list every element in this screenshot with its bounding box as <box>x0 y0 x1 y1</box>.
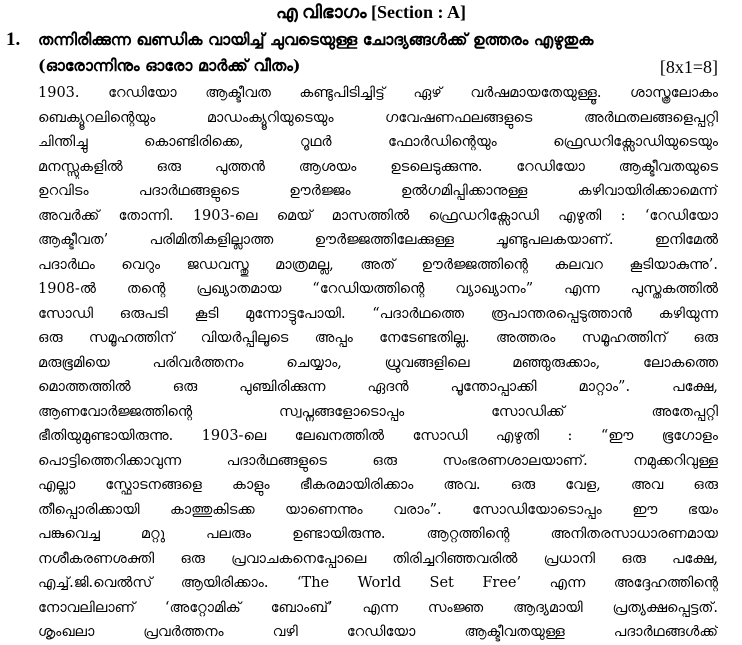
section-title: എ വിഭാഗം [Section : A] <box>276 2 466 22</box>
passage-line: ശൃംഖലാ പ്രവർത്തനം വഴി റേഡിയോ ആക്ടീവതയുള്ള പദാർഥങ്ങൾക്ക് <box>38 624 718 640</box>
passage-line: നശീകരണശക്തി ഒരു പ്രവാചകനെപ്പോലെ തിരിച്ചറിഞ്ഞവരിൽ പ്രധാനി ഒരു പക്ഷേ, <box>38 550 718 567</box>
passage-line: ചിന്തിച്ചു കൊണ്ടിരിക്കെ, റൂഥർ ഫോർഡിന്റെയും ഫ്രെഡറിക്സോഡിയുടെയും <box>38 134 718 150</box>
passage-line: 1903. റേഡിയോ ആക്ടീവത കണ്ടുപിടിച്ചിട്ട് ഏഴ് വർഷമായതേയുള്ളൂ. ശാസ്ത്രലോകം <box>38 85 718 101</box>
passage-line: എല്ലാ സ്ഫോടനങ്ങളെ കാളും ഭീകരമായിരിക്കാം അവ. ഒരു വേള, അവ ഒരു <box>38 477 718 493</box>
passage-line: എച്ച്.ജി.വെൽസ് ആയിരിക്കാം. ‘The World Set Free’ എന്ന അദ്ദേഹത്തിന്റെ <box>38 575 718 591</box>
passage-line: ആണവോർജ്ജത്തിന്റെ സ്വപ്നങ്ങളോടൊപ്പം സോഡിക്ക് അതേപ്പറ്റി <box>38 403 718 420</box>
passage-line: പൊട്ടിത്തെറിക്കാവുന്ന പദാർഥങ്ങളുടെ ഒരു സംഭരണശാലയാണ്. നമുക്കറിവുള്ള <box>38 452 718 469</box>
passage-line: സോഡി ഒരുപടി കൂടി മുന്നോട്ടുപോയി. “പദാർഥത്തെ രൂപാന്തരപ്പെടുത്താൻ കഴിയുന്ന <box>38 305 718 322</box>
passage-line: നോവലിലാണ് ‘അറ്റോമിക് ബോംബ്’ എന്ന സംജ്ഞ ആദ്യമായി പ്രത്യക്ഷപ്പെട്ടത്. <box>38 599 718 616</box>
passage-line: ബെക്യൂറലിന്റെയും മാഡംക്യൂറിയുടെയും ഗവേഷണഫലങ്ങളുടെ അർഥതലങ്ങളെപ്പറ്റി <box>38 109 718 126</box>
passage-line: പങ്കുവെച്ച മറ്റു പലരും ഉണ്ടായിരുന്നു. ആറ്റത്തിന്റെ അനിതരസാധാരണമായ <box>38 526 718 542</box>
passage <box>38 81 718 645</box>
question-marks: [8x1=8] <box>659 57 718 77</box>
passage-line: മനസ്സുകളിൽ ഒരു പുത്തൻ ആശയം ഉടലെടുക്കുന്നു. റേഡിയോ ആക്ടീവതയുടെ <box>38 158 718 175</box>
passage-line: മരുഭൂമിയെ പരിവർത്തനം ചെയ്യാം, ധ്രുവങ്ങളിലെ മഞ്ഞുരുക്കാം, ലോകത്തെ <box>38 354 718 371</box>
passage-line: 1908-ൽ തന്റെ പ്രഖ്യാതമായ “റേഡിയത്തിന്റെ വ്യാഖ്യാനം” എന്ന പുസ്തകത്തിൽ <box>38 281 718 297</box>
passage-line: ഭീതിയുമുണ്ടായിരുന്നു. 1903-ലെ ലേഖനത്തിൽ സോഡി എഴുതി : “ഈ ഭൂഗോളം <box>38 428 718 444</box>
question-instruction: തന്നിരിക്കുന്ന ഖണ്ഡിക വായിച്ച് ചുവടെയുള്ള ചോദ്യങ്ങൾക്ക് ഉത്തരം എഴുതുക <box>38 30 594 49</box>
passage-line: ഉറവിടം പദാർഥങ്ങളുടെ ഊർജ്ജം ഉൽഗമിപ്പിക്കാനുള്ള കഴിവായിരിക്കാമെന്ന് <box>38 183 718 199</box>
passage-line: പദാർഥം വെറും ജഡവസ്തു മാത്രമല്ല, അത് ഊർജ്ജത്തിന്റെ കലവറ കൂടിയാകുന്നു’. <box>38 256 718 273</box>
passage-line: മൊത്തത്തിൽ ഒരു പുഞ്ചിരിക്കുന്ന ഏദൻ പൂന്തോപ്പാക്കി മാറ്റാം”. പക്ഷേ, <box>38 379 718 395</box>
passage-line: അവർക്ക് തോന്നി. 1903-ലെ മെയ് മാസത്തിൽ ഫ്രെഡറിക്സോഡി എഴുതി : ‘റേഡിയോ <box>38 207 718 224</box>
question-instruction-note: (ഓരോന്നിനും ഓരോ മാർക്ക് വീതം) <box>38 56 301 75</box>
passage-line: തീപ്പൊരിക്കായി കാത്തുകിടക്ക യാണെന്നും വരാം”. സോഡിയോടൊപ്പം ഈ ഭയം <box>38 501 718 518</box>
passage-line: ഒരു സമൂഹത്തിന് വിയർപ്പിലൂടെ അപ്പം നേടേണ്ടതില്ല. അത്തരം സമൂഹത്തിന് ഒരു <box>38 330 718 346</box>
question-number: 1. <box>6 29 21 50</box>
passage-line: ആക്ടീവത’ പരിമിതികളില്ലാത്ത ഊർജ്ജത്തിലേക്കുള്ള ചൂണ്ടുപലകയാണ്. ഇനിമേൽ <box>38 232 718 248</box>
